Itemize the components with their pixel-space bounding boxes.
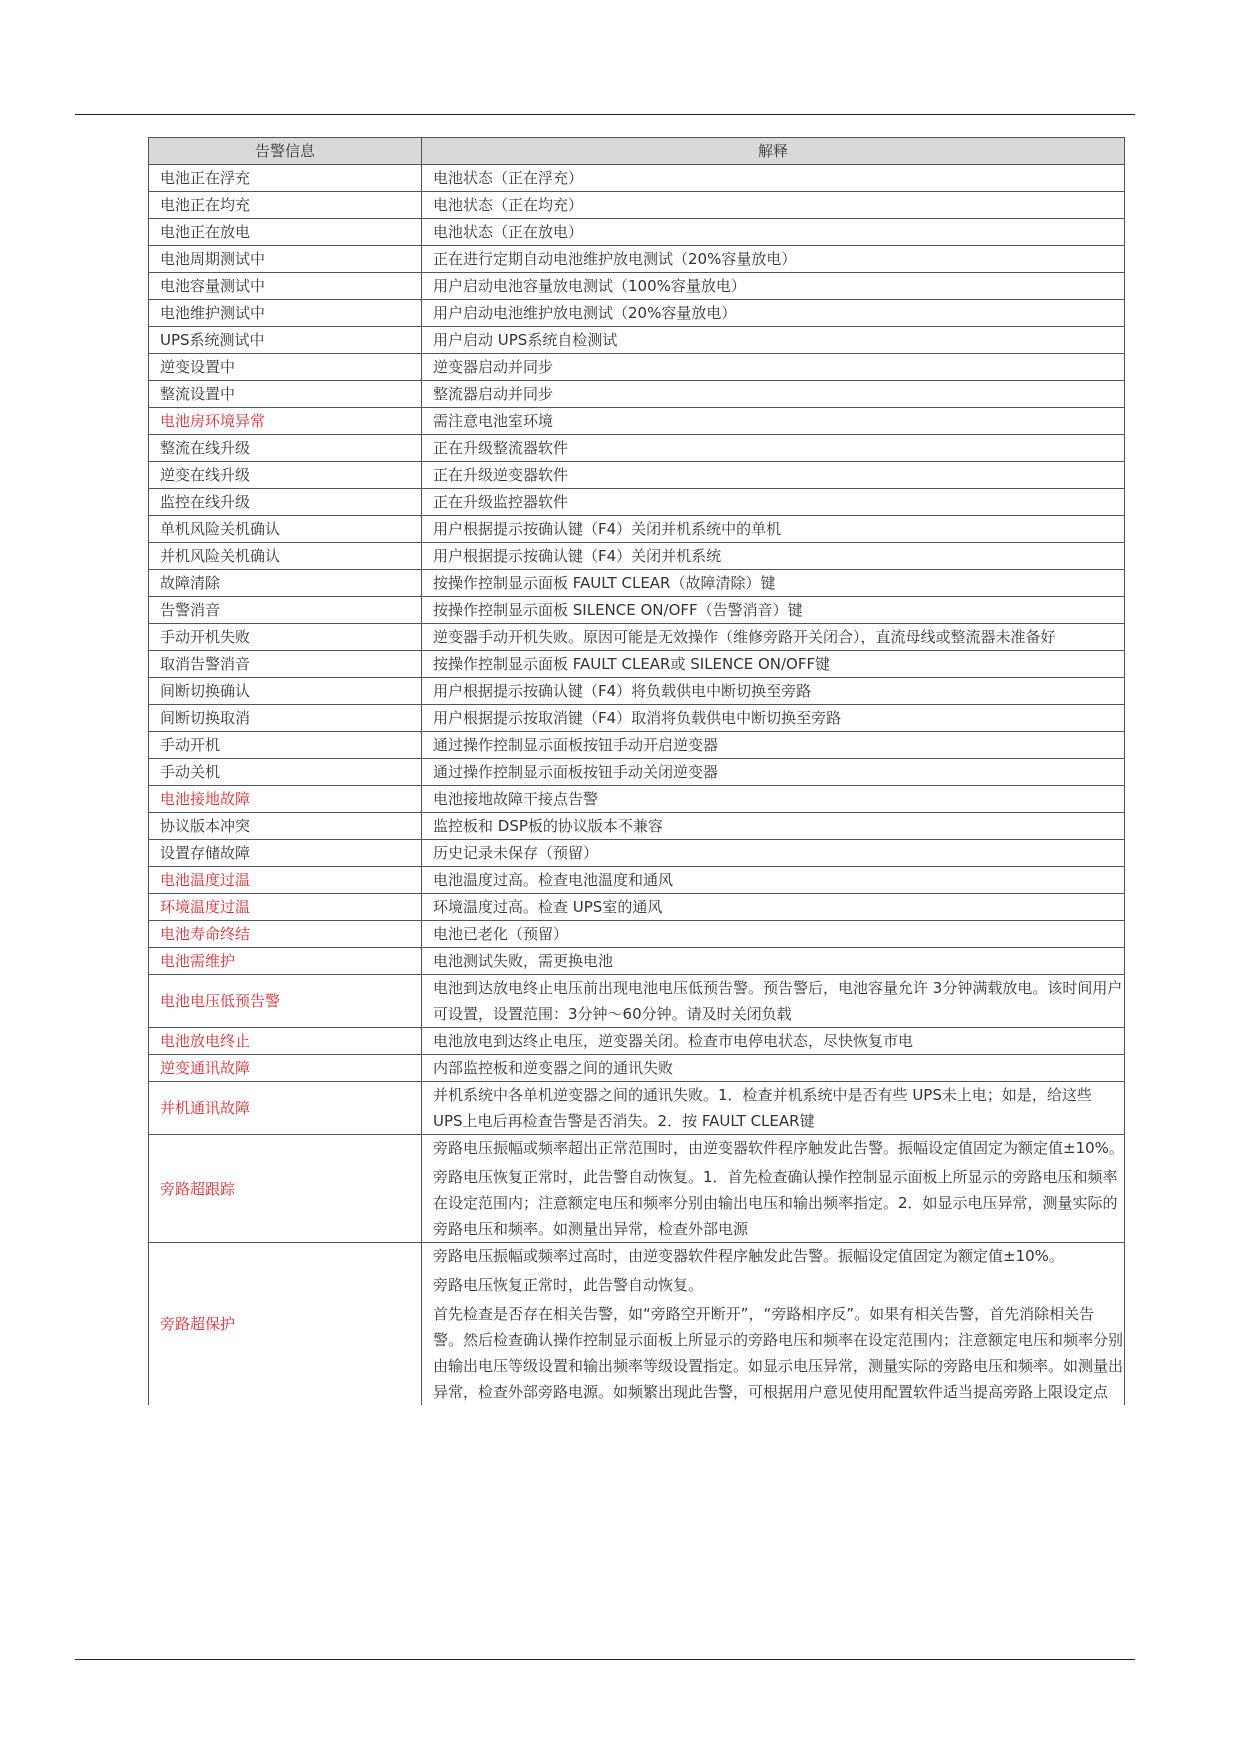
alarm-name: UPS系统测试中	[149, 327, 422, 354]
alarm-explanation	[422, 651, 1125, 678]
table-row	[149, 354, 1125, 381]
explanation-paragraph: 用户根据提示按确认键（F4）关闭并机系统中的单机	[433, 520, 782, 538]
alarm-name: 并机通讯故障	[149, 1082, 422, 1135]
alarm-name: 并机风险关机确认	[149, 543, 422, 570]
table-row	[149, 948, 1125, 975]
alarm-name: 旁路超跟踪	[149, 1135, 422, 1243]
explanation-paragraph: 电池测试失败，需更换电池	[433, 952, 614, 970]
table-row	[149, 246, 1125, 273]
explanation-paragraph: 内部监控板和逆变器之间的通讯失败	[433, 1059, 674, 1077]
alarm-explanation	[422, 1028, 1125, 1055]
table-row	[149, 1082, 1125, 1135]
table-row	[149, 786, 1125, 813]
table-row	[149, 732, 1125, 759]
alarm-explanation	[422, 165, 1125, 192]
explanation-paragraph: 电池状态（正在均充）	[433, 196, 584, 214]
alarm-explanation	[422, 705, 1125, 732]
alarm-name: 设置存储故障	[149, 840, 422, 867]
alarm-explanation	[422, 894, 1125, 921]
alarm-name: 间断切换确认	[149, 678, 422, 705]
footer-rule	[75, 1659, 1135, 1660]
alarm-explanation	[422, 975, 1125, 1028]
explanation-paragraph: 环境温度过高。检查 UPS室的通风	[433, 898, 663, 916]
explanation-paragraph: 并机系统中各单机逆变器之间的通讯失败。1．检查并机系统中是否有些 UPS未上电；如是，给这些 UPS上电后再检查告警是否消失。2．按 FAULT CLEAR键	[433, 1086, 1092, 1130]
alarm-name: 取消告警消音	[149, 651, 422, 678]
alarm-explanation	[422, 489, 1125, 516]
explanation-paragraph: 通过操作控制显示面板按钮手动开启逆变器	[433, 736, 719, 754]
explanation-paragraph: 用户根据提示按确认键（F4）将负载供电中断切换至旁路	[433, 682, 812, 700]
alarm-explanation	[422, 624, 1125, 651]
explanation-paragraph: 用户根据提示按确认键（F4）关闭并机系统	[433, 547, 722, 565]
explanation-paragraph: 旁路电压恢复正常时，此告警自动恢复。1．首先检查确认操作控制显示面板上所显示的旁路电压和频率在设定范围内；注意额定电压和频率分别由输出电压和输出频率指定。2．如显示电压异常，测量实际的旁路电压和频率。如测量出异常，检查外部电源	[433, 1168, 1118, 1238]
alarm-explanation	[422, 1055, 1125, 1082]
table-row	[149, 192, 1125, 219]
alarm-name: 整流设置中	[149, 381, 422, 408]
alarm-explanation	[422, 840, 1125, 867]
table-row	[149, 705, 1125, 732]
alarm-name: 逆变设置中	[149, 354, 422, 381]
table-row	[149, 543, 1125, 570]
explanation-paragraph: 电池状态（正在浮充）	[433, 169, 584, 187]
alarm-explanation	[422, 732, 1125, 759]
table-row	[149, 489, 1125, 516]
alarm-name: 电池维护测试中	[149, 300, 422, 327]
explanation-paragraph: 正在进行定期自动电池维护放电测试（20%容量放电）	[433, 250, 797, 268]
alarm-explanation	[422, 1243, 1125, 1406]
alarm-explanation	[422, 462, 1125, 489]
alarm-explanation	[422, 300, 1125, 327]
alarm-explanation	[422, 867, 1125, 894]
alarm-explanation	[422, 408, 1125, 435]
alarm-explanation	[422, 327, 1125, 354]
alarm-name: 单机风险关机确认	[149, 516, 422, 543]
explanation-paragraph: 历史记录未保存（预留）	[433, 844, 599, 862]
table-row	[149, 462, 1125, 489]
table-row	[149, 273, 1125, 300]
table-row	[149, 381, 1125, 408]
alarm-explanation	[422, 246, 1125, 273]
table-row	[149, 1135, 1125, 1243]
table-row	[149, 165, 1125, 192]
explanation-paragraph: 旁路电压振幅或频率超出正常范围时，由逆变器软件程序触发此告警。振幅设定值固定为额定值±10%。	[433, 1139, 1124, 1157]
alarm-name: 整流在线升级	[149, 435, 422, 462]
explanation-paragraph: 按操作控制显示面板 FAULT CLEAR或 SILENCE ON/OFF键	[433, 655, 831, 673]
explanation-paragraph: 电池已老化（预留）	[433, 925, 569, 943]
table-row	[149, 867, 1125, 894]
alarm-name: 监控在线升级	[149, 489, 422, 516]
table-row	[149, 813, 1125, 840]
alarm-table	[148, 137, 1125, 1405]
explanation-paragraph: 用户根据提示按取消键（F4）取消将负载供电中断切换至旁路	[433, 709, 842, 727]
alarm-name: 逆变通讯故障	[149, 1055, 422, 1082]
explanation-paragraph: 正在升级监控器软件	[433, 493, 569, 511]
alarm-name: 电池正在浮充	[149, 165, 422, 192]
explanation-paragraph: 按操作控制显示面板 FAULT CLEAR（故障清除）键	[433, 574, 776, 592]
table-row	[149, 1243, 1125, 1406]
alarm-explanation	[422, 381, 1125, 408]
alarm-explanation	[422, 921, 1125, 948]
alarm-explanation	[422, 678, 1125, 705]
alarm-name: 故障清除	[149, 570, 422, 597]
table-row	[149, 435, 1125, 462]
table-body	[149, 165, 1125, 1406]
explanation-paragraph: 整流器启动并同步	[433, 385, 554, 403]
table-row	[149, 678, 1125, 705]
alarm-name: 环境温度过温	[149, 894, 422, 921]
table-row	[149, 624, 1125, 651]
table-row	[149, 300, 1125, 327]
alarm-explanation	[422, 570, 1125, 597]
alarm-name: 电池周期测试中	[149, 246, 422, 273]
alarm-explanation	[422, 813, 1125, 840]
explanation-paragraph: 旁路电压恢复正常时，此告警自动恢复。	[433, 1276, 704, 1294]
alarm-name: 间断切换取消	[149, 705, 422, 732]
alarm-explanation	[422, 273, 1125, 300]
explanation-paragraph: 用户启动电池维护放电测试（20%容量放电）	[433, 304, 737, 322]
column-header-explanation: 解释	[422, 138, 1125, 165]
explanation-paragraph: 需注意电池室环境	[433, 412, 554, 430]
table-row	[149, 219, 1125, 246]
table-header-row	[149, 138, 1125, 165]
explanation-paragraph: 用户启动电池容量放电测试（100%容量放电）	[433, 277, 746, 295]
alarm-explanation	[422, 516, 1125, 543]
table-row	[149, 759, 1125, 786]
alarm-explanation	[422, 786, 1125, 813]
explanation-paragraph: 正在升级逆变器软件	[433, 466, 569, 484]
alarm-name: 手动关机	[149, 759, 422, 786]
alarm-name: 手动开机失败	[149, 624, 422, 651]
alarm-explanation	[422, 543, 1125, 570]
table-row	[149, 327, 1125, 354]
alarm-explanation	[422, 354, 1125, 381]
alarm-explanation	[422, 219, 1125, 246]
explanation-paragraph: 首先检查是否存在相关告警，如“旁路空开断开”，“旁路相序反”。如果有相关告警，首先消除相关告警。然后检查确认操作控制显示面板上所显示的旁路电压和频率在设定范围内；注意额定电压和频率分别由输出电压等级设置和输出频率等级设置指定。如显示电压异常，测量实际的旁路电压和频率。如测量出异常，检查外部旁路电源。如频繁出现此告警，可根据用户意见使用配置软件适当提高旁路上限设定点	[433, 1305, 1124, 1401]
table-row	[149, 921, 1125, 948]
alarm-name: 电池需维护	[149, 948, 422, 975]
alarm-name: 告警消音	[149, 597, 422, 624]
explanation-paragraph: 正在升级整流器软件	[433, 439, 569, 457]
header-rule	[75, 114, 1135, 115]
table-row	[149, 570, 1125, 597]
column-header-alarm: 告警信息	[149, 138, 422, 165]
alarm-name: 电池电压低预告警	[149, 975, 422, 1028]
table-row	[149, 975, 1125, 1028]
alarm-name: 旁路超保护	[149, 1243, 422, 1406]
table-row	[149, 894, 1125, 921]
alarm-explanation	[422, 1135, 1125, 1243]
table-row	[149, 408, 1125, 435]
explanation-paragraph: 电池温度过高。检查电池温度和通风	[433, 871, 674, 889]
explanation-paragraph: 逆变器手动开机失败。原因可能是无效操作（维修旁路开关闭合），直流母线或整流器未准备好	[433, 628, 1056, 646]
explanation-paragraph: 用户启动 UPS系统自检测试	[433, 331, 618, 349]
table-row	[149, 1028, 1125, 1055]
alarm-name: 手动开机	[149, 732, 422, 759]
alarm-name: 电池正在放电	[149, 219, 422, 246]
alarm-name: 电池温度过温	[149, 867, 422, 894]
explanation-paragraph: 逆变器启动并同步	[433, 358, 554, 376]
alarm-name: 逆变在线升级	[149, 462, 422, 489]
explanation-paragraph: 电池到达放电终止电压前出现电池电压低预告警。预告警后，电池容量允许 3分钟满载放电。该时间用户可设置，设置范围：3分钟～60分钟。请及时关闭负载	[433, 979, 1123, 1023]
table-row	[149, 1055, 1125, 1082]
alarm-explanation	[422, 192, 1125, 219]
alarm-explanation	[422, 1082, 1125, 1135]
explanation-paragraph: 监控板和 DSP板的协议版本不兼容	[433, 817, 663, 835]
table-row	[149, 516, 1125, 543]
explanation-paragraph: 通过操作控制显示面板按钮手动关闭逆变器	[433, 763, 719, 781]
alarm-name: 电池正在均充	[149, 192, 422, 219]
alarm-name: 电池寿命终结	[149, 921, 422, 948]
alarm-explanation	[422, 435, 1125, 462]
explanation-paragraph: 电池放电到达终止电压，逆变器关闭。检查市电停电状态，尽快恢复市电	[433, 1032, 914, 1050]
explanation-paragraph: 旁路电压振幅或频率过高时，由逆变器软件程序触发此告警。振幅设定值固定为额定值±10%。	[433, 1247, 1064, 1265]
table-row	[149, 597, 1125, 624]
explanation-paragraph: 电池状态（正在放电）	[433, 223, 584, 241]
alarm-explanation	[422, 759, 1125, 786]
alarm-name: 电池容量测试中	[149, 273, 422, 300]
table-row	[149, 651, 1125, 678]
alarm-explanation	[422, 597, 1125, 624]
alarm-name: 电池接地故障	[149, 786, 422, 813]
explanation-paragraph: 按操作控制显示面板 SILENCE ON/OFF（告警消音）键	[433, 601, 803, 619]
alarm-name: 电池房环境异常	[149, 408, 422, 435]
alarm-explanation	[422, 948, 1125, 975]
table-row	[149, 840, 1125, 867]
alarm-name: 协议版本冲突	[149, 813, 422, 840]
explanation-paragraph: 电池接地故障干接点告警	[433, 790, 599, 808]
alarm-name: 电池放电终止	[149, 1028, 422, 1055]
